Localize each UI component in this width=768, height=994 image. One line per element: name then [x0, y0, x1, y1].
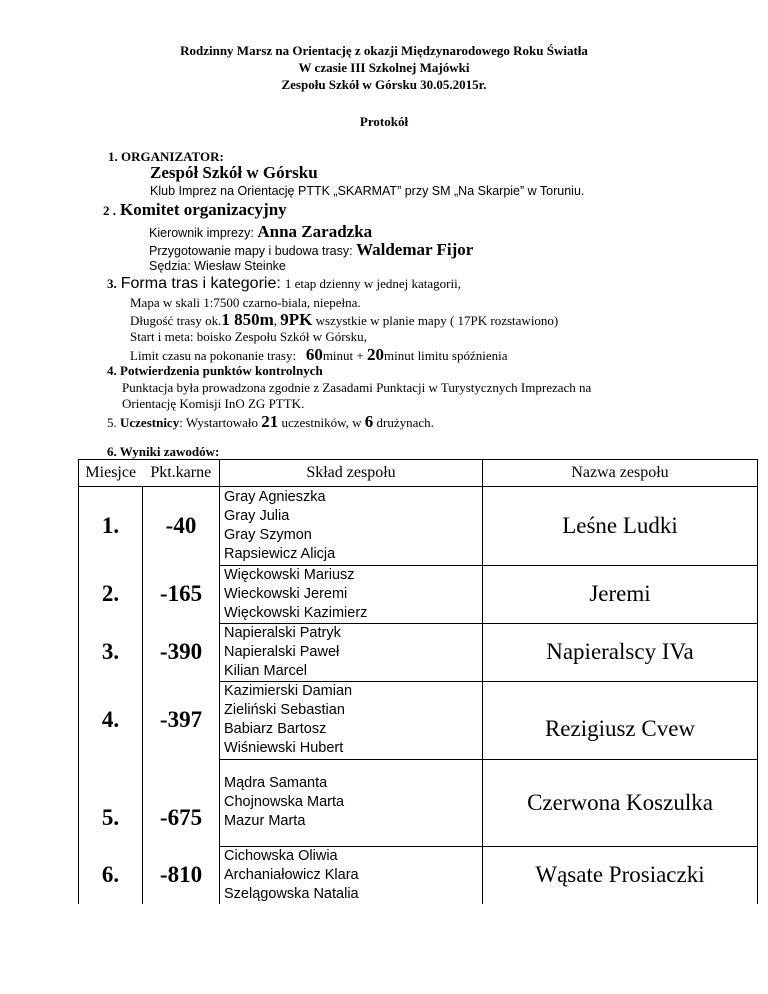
time-limit-main-unit: minut +: [322, 348, 364, 363]
section5-text3: drużynach.: [376, 415, 434, 430]
points-cell: -810: [143, 846, 220, 904]
organizer-club: Klub Imprez na Orientację PTTK „SKARMAT” przy SM „Na Skarpie” w Toruniu.: [150, 184, 585, 198]
member-name: Wieckowski Jeremi: [224, 585, 348, 602]
section6-title: 6. Wyniki zawodów:: [107, 444, 220, 459]
members-cell: [220, 487, 483, 566]
points-cell: -40: [143, 487, 220, 566]
table-row: [79, 565, 758, 623]
member-name: Napieralski Patryk: [224, 624, 341, 641]
time-limit-line: [130, 345, 507, 365]
team-name-cell: Czerwona Koszulka: [483, 759, 758, 846]
time-limit-late: 20: [366, 345, 384, 364]
header-team: Nazwa zespołu: [483, 460, 758, 487]
judge-line: Sędzia: Wiesław Steinke: [149, 259, 286, 273]
section4-text1: Punktacja była prowadzona zgodnie z Zasadami Punktacji w Turystycznych Imprezach na: [122, 380, 592, 395]
section2-number: 2 .: [103, 203, 116, 218]
points-cell: -675: [143, 759, 220, 846]
team-name-cell: Napieralscy IVa: [483, 623, 758, 681]
map-scale-line: Mapa w skali 1:7500 czarno-biala, niepełna.: [130, 295, 361, 310]
time-limit-label: Limit czasu na pokonanie trasy:: [130, 348, 297, 363]
section4-title: 4. Potwierdzenia punktów kontrolnych: [107, 363, 323, 378]
member-name: Zieliński Sebastian: [224, 702, 345, 718]
place-cell: 4.: [79, 681, 143, 759]
route-length-rest: wszystkie w planie mapy ( 17PK rozstawiono): [315, 313, 559, 328]
control-points-value: 9PK: [280, 310, 313, 329]
table-header-row: [79, 460, 758, 487]
section5-line: [107, 412, 434, 432]
team-name-cell: Leśne Ludki: [483, 487, 758, 566]
time-limit-main: 60: [305, 345, 323, 364]
member-name: Gray Julia: [224, 507, 290, 524]
team-name-cell: Jeremi: [483, 565, 758, 623]
points-cell: -165: [143, 565, 220, 623]
member-name: Więckowski Mariusz: [224, 566, 355, 583]
place-cell: 1.: [79, 487, 143, 566]
doc-title-line1: Rodzinny Marsz na Orientację z okazji Międzynarodowego Roku Światła: [180, 43, 588, 58]
member-name: Mądra Samanta: [224, 775, 328, 791]
director-name: Anna Zaradzka: [257, 222, 373, 241]
member-name: Babiarz Bartosz: [224, 721, 327, 737]
place-cell: 6.: [79, 846, 143, 904]
table-row: [79, 487, 758, 566]
member-name: Archaniałowicz Klara: [224, 866, 359, 883]
route-length-label: Długość trasy ok.: [130, 313, 222, 328]
header-members: Skład zespołu: [220, 460, 483, 487]
members-cell: [220, 759, 483, 846]
member-name: Mazur Marta: [224, 813, 306, 829]
section5-text2: uczestników, w: [281, 415, 362, 430]
member-name: Kazimierski Damian: [224, 683, 353, 699]
route-length-value: 1 850m: [221, 310, 274, 329]
table-row: [79, 681, 758, 759]
member-name: Chojnowska Marta: [224, 794, 345, 810]
members-cell: [220, 565, 483, 623]
points-cell: -390: [143, 623, 220, 681]
member-name: Gray Szymon: [224, 526, 312, 543]
place-cell: 3.: [79, 623, 143, 681]
member-name: Rapsiewicz Alicja: [224, 545, 336, 562]
section1-title: 1. ORGANIZATOR:: [108, 149, 224, 164]
section3-heading: [107, 275, 461, 293]
doc-title-line3: Zespołu Szkół w Górsku 30.05.2015r.: [281, 77, 487, 92]
section5-text1: : Wystartowało: [179, 415, 258, 430]
table-row: [79, 623, 758, 681]
protocol-heading: Protokół: [359, 114, 409, 129]
member-name: Napieralski Paweł: [224, 643, 340, 660]
director-line: [149, 222, 372, 242]
member-name: Wiśniewski Hubert: [224, 740, 344, 756]
points-cell: -397: [143, 681, 220, 759]
member-name: Więckowski Kazimierz: [224, 604, 368, 621]
section3-title-rest: 1 etap dzienny w jednej katagorii,: [284, 276, 461, 291]
start-finish-line: Start i meta: boisko Zespołu Szkół w Górsku,: [130, 329, 367, 344]
member-name: Kilian Marcel: [224, 662, 307, 679]
header-points: Pkt.karne: [143, 460, 220, 487]
map-line: [149, 240, 473, 260]
team-name-cell: Wąsate Prosiaczki: [483, 846, 758, 904]
members-cell: [220, 681, 483, 759]
section2-heading: [103, 200, 287, 220]
members-cell: [220, 846, 483, 904]
organizer-name: Zespół Szkół w Górsku: [150, 163, 318, 182]
place-cell: 5.: [79, 759, 143, 846]
member-name: Szelągowska Natalia: [224, 885, 359, 902]
section2-title: Komitet organizacyjny: [120, 200, 287, 219]
section3-number: 3.: [107, 276, 117, 291]
section5-number: 5.: [107, 415, 117, 430]
participants-count: 21: [261, 412, 279, 431]
section5-label: Uczestnicy: [120, 415, 180, 430]
map-label: Przygotowanie mapy i budowa trasy:: [149, 244, 353, 258]
section3-title: Forma tras i kategorie:: [120, 275, 281, 292]
member-name: Gray Agnieszka: [224, 488, 326, 505]
place-cell: 2.: [79, 565, 143, 623]
team-name-cell: Rezigiusz Cvew: [483, 681, 758, 759]
doc-title-line2: W czasie III Szkolnej Majówki: [298, 60, 470, 75]
route-length-line: Długość trasy ok.1 850m, 9PK wszystkie w planie mapy ( 17PK rozstawiono): [130, 310, 559, 329]
table-row: [79, 846, 758, 904]
section4-text2: Orientację Komisji InO ZG PTTK.: [122, 396, 305, 411]
map-author: Waldemar Fijor: [356, 240, 474, 259]
teams-count: 6: [364, 412, 374, 431]
time-limit-late-unit: minut limitu spóźnienia: [383, 348, 508, 363]
header-place: Miesjce: [79, 460, 143, 487]
results-table: [78, 459, 758, 904]
table-row: [79, 759, 758, 846]
members-cell: [220, 623, 483, 681]
director-label: Kierownik imprezy:: [149, 226, 254, 240]
member-name: Cichowska Oliwia: [224, 847, 338, 864]
